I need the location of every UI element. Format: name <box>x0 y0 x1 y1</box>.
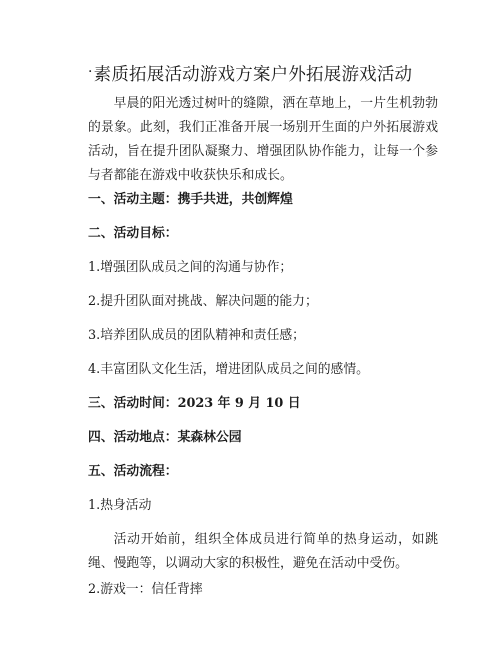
goal-item-2: 2.提升团队面对挑战、解决问题的能力； <box>88 294 318 309</box>
section-process-heading: 五、活动流程： <box>88 464 178 479</box>
step-2-title: 2.游戏一：信任背摔 <box>88 582 203 597</box>
section-goals-heading: 二、活动目标： <box>88 226 178 241</box>
title-text: 素质拓展活动游戏方案户外拓展游戏活动 <box>93 65 413 85</box>
goal-item-3: 3.培养团队成员的团队精神和责任感； <box>88 328 305 343</box>
goal-item-4: 4.丰富团队文化生活，增进团队成员之间的感情。 <box>88 362 369 377</box>
section-time-heading: 三、活动时间：2023 年 9 月 10 日 <box>88 396 301 411</box>
document-title <box>88 60 428 87</box>
intro-paragraph: 早晨的阳光透过树叶的缝隙，洒在草地上，一片生机勃勃的景象。此刻，我们正准备开展一场别开生面的户外拓展游戏活动，旨在提升团队凝聚力、增强团队协作能力，让每一个参与者都能在游戏中收获快乐和成长。 <box>88 96 438 183</box>
step-1-paragraph: 活动开始前，组织全体成员进行简单的热身运动，如跳绳、慢跑等，以调动大家的积极性，避免在活动中受伤。 <box>88 532 438 571</box>
step-1-title: 1.热身活动 <box>88 498 152 513</box>
goal-item-1: 1.增强团队成员之间的沟通与协作； <box>88 260 293 275</box>
section-location-heading: 四、活动地点：某森林公园 <box>88 430 242 445</box>
section-theme-heading: 一、活动主题：携手共进，共创辉煌 <box>88 192 293 207</box>
title-bullet: · <box>88 64 93 80</box>
